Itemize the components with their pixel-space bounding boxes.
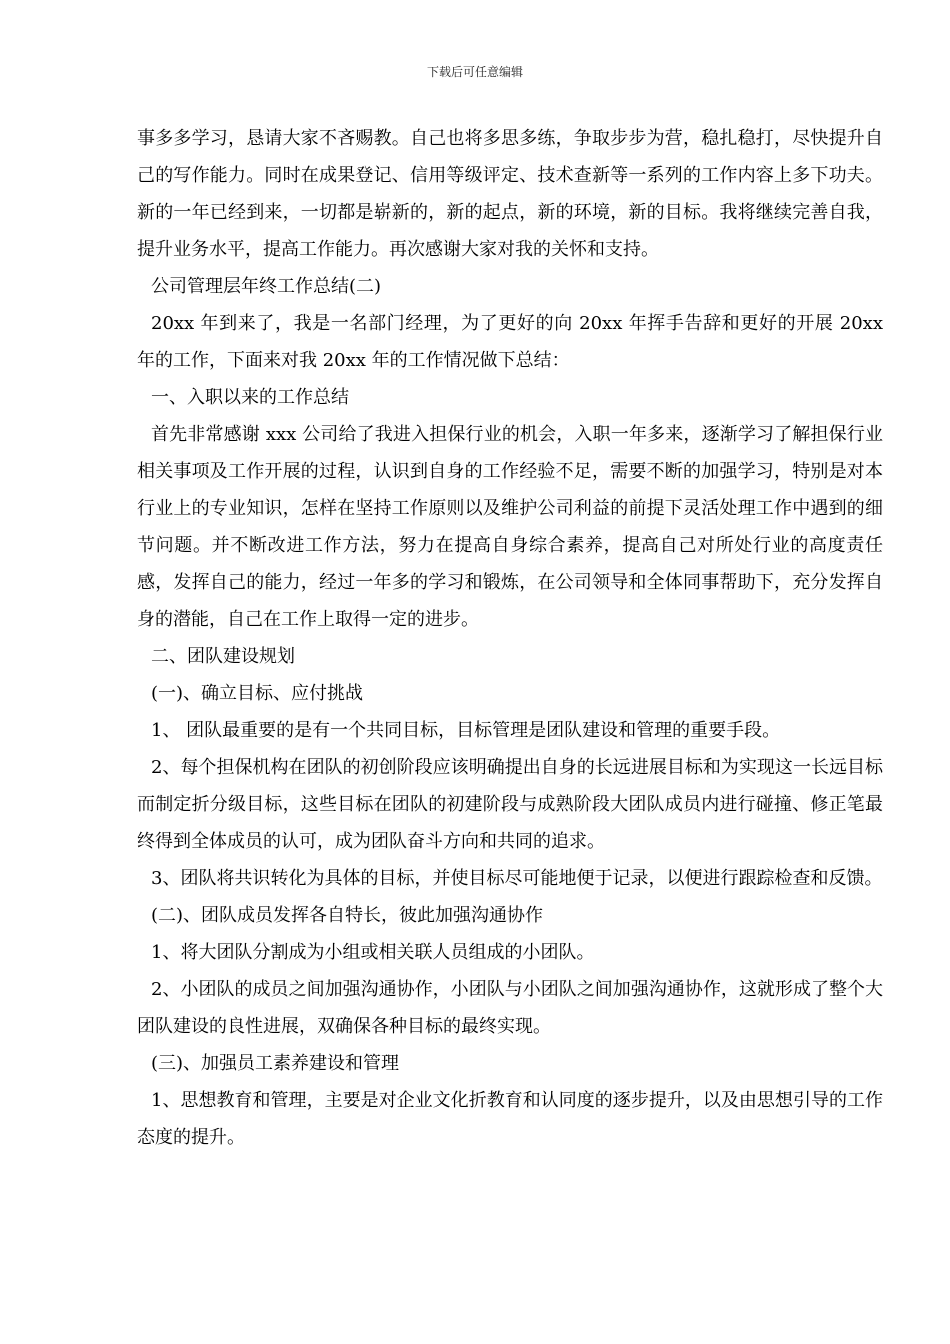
page-header-note: 下载后可任意编辑 bbox=[426, 65, 523, 79]
subheading-2: (二)、团队成员发挥各自特长，彼此加强沟通协作 bbox=[151, 905, 544, 926]
subheading-3: (三)、加强员工素养建设和管理 bbox=[151, 1053, 400, 1074]
paragraph-work-summary: 首先非常感谢 xxx 公司给了我进入担保行业的机会，入职一年多来，逐渐学习了解担保行业相关事项及工作开展的过程，认识到自身的工作经验不足，需要不断的加强学习，特别是对本行业上的专业知识，怎样在坚持工作原则以及维护公司利益的前提下灵活处理工作中遇到的细节问题。并不断改进工作方法，努力在提高自身综合素养，提高自己对所处行业的高度责任感，发挥自己的能力，经过一年多的学习和锻炼，在公司领导和全体同事帮助下，充分发挥自身的潜能，自己在工作上取得一定的进步。 bbox=[137, 424, 883, 630]
subheading-1: (一)、确立目标、应付挑战 bbox=[151, 683, 364, 704]
heading-part-1: 一、入职以来的工作总结 bbox=[151, 387, 349, 408]
list-item-3-1: 1、思想教育和管理，主要是对企业文化折教育和认同度的逐步提升，以及由思想引导的工作态度的提升。 bbox=[137, 1090, 883, 1148]
paragraph-1: 事多多学习，恳请大家不吝赐教。自己也将多思多练，争取步步为营，稳扎稳打，尽快提升自己的写作能力。同时在成果登记、信用等级评定、技术查新等一系列的工作内容上多下功夫。新的一年已经到来，一切都是崭新的，新的起点，新的环境，新的目标。我将继续完善自我，提升业务水平，提高工作能力。再次感谢大家对我的关怀和支持。 bbox=[137, 128, 883, 260]
list-item-1-2: 2、每个担保机构在团队的初创阶段应该明确提出自身的长远进展目标和为实现这一长远目标而制定折分级目标，这些目标在团队的初建阶段与成熟阶段大团队成员内进行碰撞、修正笔最终得到全体成员的认可，成为团队奋斗方向和共同的追求。 bbox=[137, 757, 883, 852]
heading-part-2: 二、团队建设规划 bbox=[151, 646, 295, 667]
list-item-1-3: 3、团队将共识转化为具体的目标，并使目标尽可能地便于记录，以便进行跟踪检查和反馈。 bbox=[151, 868, 883, 889]
document-body bbox=[137, 120, 883, 1156]
list-item-1-1: 1、 团队最重要的是有一个共同目标，目标管理是团队建设和管理的重要手段。 bbox=[151, 720, 781, 741]
paragraph-intro: 20xx 年到来了，我是一名部门经理，为了更好的向 20xx 年挥手告辞和更好的开展 20xx 年的工作，下面来对我 20xx 年的工作情况做下总结： bbox=[137, 313, 883, 371]
list-item-2-2: 2、小团队的成员之间加强沟通协作，小团队与小团队之间加强沟通协作，这就形成了整个大团队建设的良性进展，双确保各种目标的最终实现。 bbox=[137, 979, 883, 1037]
list-item-2-1: 1、将大团队分割成为小组或相关联人员组成的小团队。 bbox=[151, 942, 595, 963]
section-title: 公司管理层年终工作总结(二) bbox=[151, 276, 382, 297]
